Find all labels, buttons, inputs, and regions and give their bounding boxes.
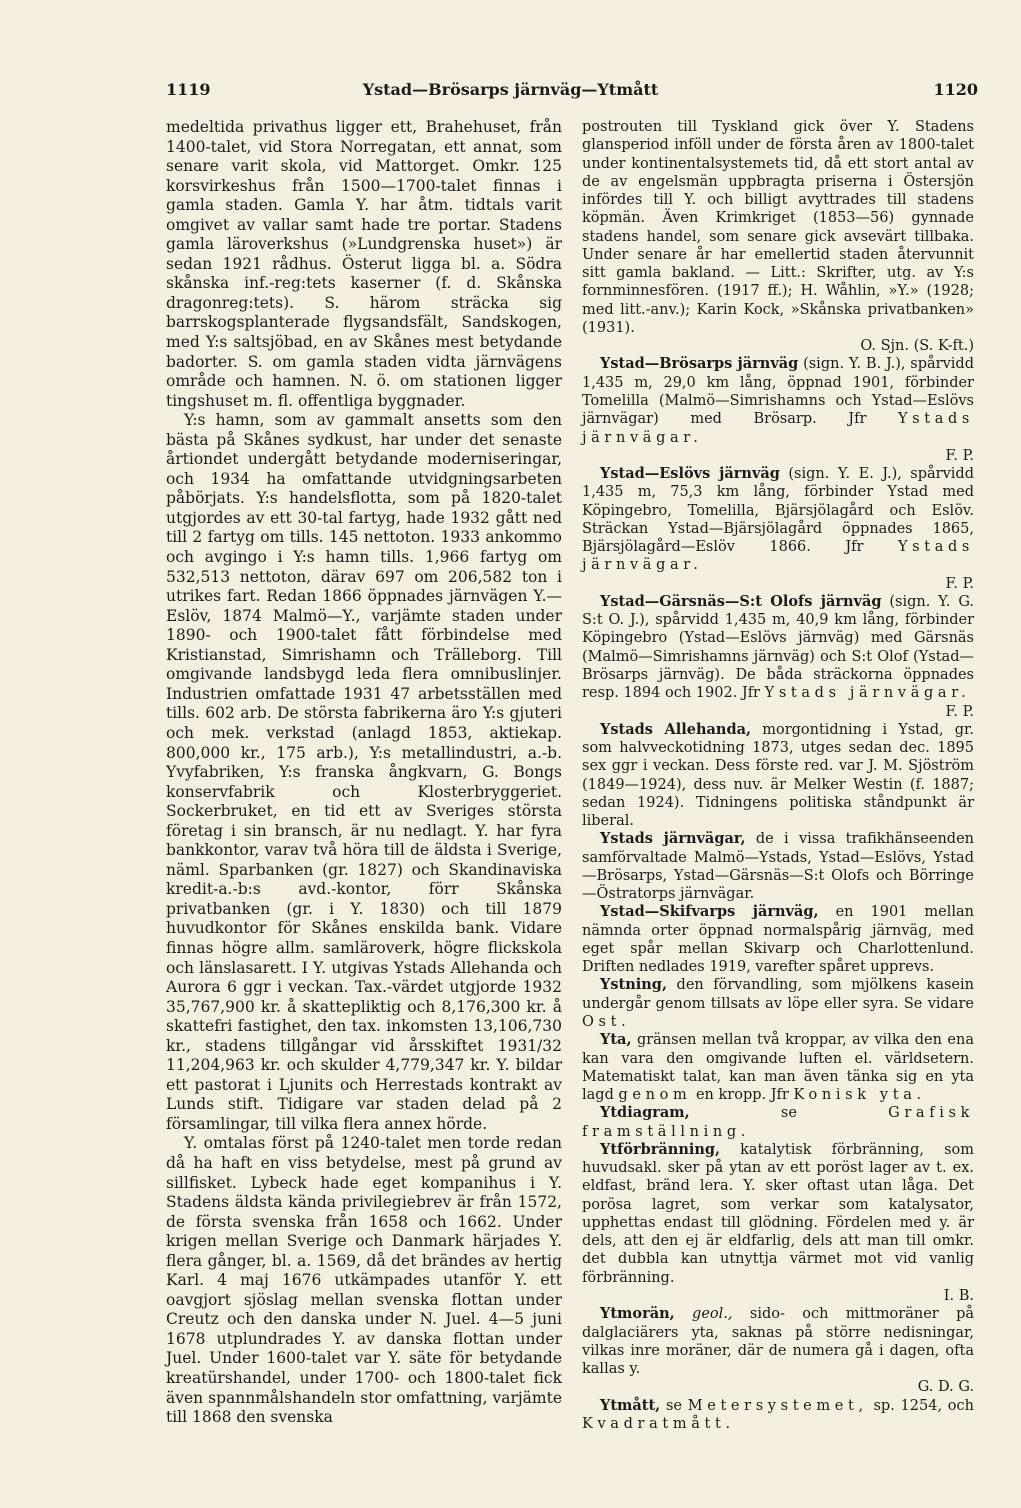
entry-ytdiagram [582, 1104, 974, 1141]
entry-headword: Yta, [600, 1031, 632, 1049]
left-column [166, 118, 562, 1428]
paragraph: Y:s hamn, som av gammalt ansetts som den bästa på Skånes sydkust, har under det senaste årtiondet undergått betydande moderniseringar, och 1934 ha omfattande utvidgningsarbeten påbörjats. Y:s handelsflotta, som på 1820-talet utgjordes av ett 30-tal fartyg, hade 1932 gått ned till 2 fartyg om tills. 145 nettoton. 1933 ankommo och avgingo i Y:s hamn tills. 1,966 fartyg om 532,513 nettoton, därav 697 om 206,582 ton i utrikes fart. Redan 1866 öppnades järnvägen Y.—Eslöv, 1874 Malmö—Y., varjämte staden under 1890- och 1900-talet fått förbindelse med Kristianstad, Simrishamn och Trälleborg. Till omgivande landsbygd leda flera omnibuslinjer. Industrien omfattade 1931 47 arbetsställen med tills. 602 arb. De största fabrikerna äro Y:s gjuteri och mek. verkstad (anlagd 1853, aktiekap. 800,000 kr., 175 arb.), Y:s metallindustri, a.-b. Yvyfabriken, Y:s franska ångkvarn, G. Bongs konservfabrik och Klosterbryggeriet. Sockerbruket, en tid ett av Sveriges största företag i sin bransch, är nu nedlagt. Y. har fyra bankkontor, varav två höra till de äldsta i Sverige, näml. Sparbanken (gr. 1827) och Skandinaviska kredit-a.-b:s avd.-kontor, förr Skånska privatbanken (gr. i Y. 1830) och till 1879 huvudkontor för Skånes enskilda bank. Vidare finnas högre allm. samläroverk, högre flickskola och länslasarett. I Y. utgivas Ystads Allehanda och Aurora 6 ggr i veckan. Tax.-värdet utgjorde 1932 35,767,900 kr. å skattepliktig och 8,176,300 kr. å skattefri fastighet, den tax. inkomsten 13,106,730 kr., stadens tillgångar vid årsskiftet 1931/32 11,204,963 kr. och skulder 4,779,347 kr. Y. bildar ett pastorat i Ljunits och Herrestads kontrakt av Lunds stift. Tidigare var staden delad på 2 församlingar, till vilka flera annex hörde. [166, 411, 562, 1133]
signature-text: F. P. [945, 703, 974, 720]
entry-text: de i vissa trafikhänseenden samförvaltade Malmö—Ystads, Ystad—Eslövs, Ystad—Brösarps, Ystad—Gärsnäs—S:t Olofs och Börringe—Östratorps järnvägar. [582, 831, 974, 903]
cross-reference[interactable]: Ystads järnvägar. [582, 411, 974, 446]
entry-text: den förvandling, som mjölkens kasein undergår genom tillsats av löpe eller syra. Se vidare [582, 977, 974, 1012]
cross-reference[interactable]: Konisk yta. [793, 1087, 926, 1104]
entry-ystad-skifvarps [582, 903, 974, 976]
entry-headword: Ystads järnvägar, [600, 830, 746, 848]
cross-reference[interactable]: Ystads järnvägar. [764, 685, 971, 702]
page-number-left: 1119 [166, 80, 211, 99]
entry-text: katalytisk förbränning, som huvudsakl. sker på ytan av ett poröst lager av t. ex. eldfast, bränd lera. Y. sker oftast utan låga. Det porösa lagret, som verkar som katalysator, upphettas endast till glödning. Fördelen med y. är dels, att den ej är eldfarlig, dels att man till omkr. det dubbla kan utnyttja värmet mot vid vanlig förbränning. [582, 1141, 974, 1286]
cross-reference[interactable]: Kvadratmått. [582, 1415, 735, 1432]
entry-ytforbranning [582, 1141, 974, 1305]
subject-label: geol., [674, 1306, 733, 1323]
entry-headword: Ytdiagram, [600, 1104, 690, 1122]
signature [582, 337, 974, 355]
signature-text: O. Sjn. (S. K-ft.) [860, 338, 974, 355]
paragraph: medeltida privathus ligger ett, Brahehuset, från 1400-talet, vid Stora Norregatan, ett annat, som senare varit skola, vid Mattorget. Omkr. 125 korsvirkeshus från 1500—1700-talet finnas i gamla staden. Gamla Y. har åtm. tidtals varit omgivet av vallar samt hade tre portar. Stadens gamla läroverkshus (»Lundgrenska huset») är sedan 1921 rådhus. Österut ligga bl. a. Södra skånska inf.-reg:tets kaserner (f. d. Skånska dragonreg:tets). S. härom sträcka sig barrskogsplanterade flygsandsfält, Sandskogen, med Y:s saltsjöbad, en av Skånes mest betydande badorter. S. om gamla staden vidta järnvägens område och hamnen. N. ö. om stationen ligger tingshuset m. fl. offentliga byggnader. [166, 118, 562, 410]
entry-headword: Ytmått, [600, 1396, 661, 1414]
entry-headword: Ytförbränning, [600, 1140, 721, 1158]
entry-headword: Ystad—Gärsnäs—S:t Olofs järnväg [600, 592, 882, 610]
entry-text: sido- och mittmoräner på dalglaciärers yta, saknas på större nedisningar, vilkas inre moräner, där de numera gå i dagen, ofta kallas y. [582, 1306, 974, 1378]
spaced-term: genom [618, 1087, 692, 1104]
entry-ystad-garsnas [582, 593, 974, 721]
entry-ystads-allehanda [582, 721, 974, 831]
running-header: Ystad—Brösarps järnväg—Ytmått [362, 80, 659, 99]
entry-text: (sign. Y. B. J.), spårvidd 1,435 m, 29,0 km lång, öppnad 1901, förbinder Tomelilla (Malmö—Simrishamns och Ystad—Eslövs järnvägar) med Brösarp. Jfr [582, 356, 974, 428]
signature-text: F. P. [945, 447, 974, 464]
signature-text: G. D. G. [917, 1379, 974, 1396]
entry-ytmoran [582, 1305, 974, 1396]
entry-headword: Ytmorän, [600, 1305, 675, 1323]
cross-reference[interactable]: Grafisk framställning. [582, 1105, 974, 1140]
entry-text: en kropp. Jfr [691, 1087, 794, 1104]
cross-reference[interactable]: Metersystemet, [687, 1397, 868, 1414]
entry-ystning [582, 976, 974, 1031]
entry-text: gränsen mellan två kroppar, av vilka den ena kan vara den omgivande luften el. världsetern. Matematiskt talat, kan man även tänka sig en yta lagd [582, 1032, 974, 1104]
entry-headword: Ystad—Skifvarps järnväg, [600, 903, 819, 921]
entry-ystad-brosarps [582, 355, 974, 465]
signature-text: I. B. [943, 1288, 974, 1304]
entry-text: en 1901 mellan nämnda orter öppnad normalspårig järnväg, med eget spår mellan Skivarp och Charlottenlund. Driften nedlades 1919, varefter spåret upprevs. [582, 904, 974, 976]
entry-yta [582, 1031, 974, 1104]
cross-reference[interactable]: Ost. [582, 1014, 631, 1031]
entry-headword: Ystad—Eslövs järnväg [600, 465, 780, 483]
entry-ystads-jarnvagar [582, 830, 974, 903]
paragraph: Y. omtalas först på 1240-talet men torde redan då ha haft en viss betydelse, mest på grund av sillfisket. Lybeck hade eget kompanihus i Y. Stadens äldsta kända privilegiebrev är från 1572, de första svenska från 1658 och 1662. Under krigen mellan Sverige och Danmark härjades Y. flera gånger, bl. a. 1569, då det brändes av hertig Karl. 4 maj 1676 utkämpades utanför Y. ett oavgjort sjöslag mellan svenska flottan under Creutz och den danska under N. Juel. 4—5 juni 1678 utplundrades Y. av danska flottan under Juel. Under 1600-talet var Y. säte för betydande kreatürshandel, under 1700- och 1800-talet fick även spannmålshandeln stor omfattning, varjämte till 1868 den svenska [166, 1134, 562, 1427]
entry-headword: Ystning, [600, 976, 667, 994]
right-column [582, 118, 974, 1433]
entry-ytmatt [582, 1397, 974, 1434]
entry-headword: Ystad—Brösarps järnväg [600, 355, 799, 373]
entry-text: morgontidning i Ystad, gr. som halvveckotidning 1873, utges sedan dec. 1895 sex ggr i veckan. Dess förste red. var J. M. Sjöström (1849—1924), dess nuv. är Melker Westin (f. 1887; sedan 1924). Tidningens politiska ståndpunkt är liberal. [582, 721, 974, 830]
entry-text: (sign. Y. E. J.), spårvidd 1,435 m, 75,3 km lång, förbinder Ystad med Köpingebro, Tomelilla, Bjärsjölagård och Eslöv. Sträckan Ystad—Bjärsjölagård öppnades 1865, Bjärsjölagård—Eslöv 1866. Jfr [582, 466, 974, 556]
entry-text: se [660, 1397, 688, 1414]
paragraph: postrouten till Tyskland gick över Y. Stadens glansperiod inföll under de första åren av 1800-talet under kontinentalsystemets tid, då ett stort antal av de av engelsmän uppbragta priserna i Östersjön infördes till Y. och billigt avyttrades till stadens köpmän. Även Krimkriget (1853—56) gynnade stadens handel, som senare gick avsevärt tillbaka. Under senare år har emellertid staden återvunnit sitt gamla bakland. — Litt.: Skrifter, utg. av Y:s fornminnesfören. (1917 ff.); H. Wåhlin, »Y.» (1928; med litt.-anv.); Karin Kock, »Skånska privatbanken» (1931). [582, 119, 974, 336]
entry-text: se [689, 1105, 889, 1122]
entry-ystad-eslovs [582, 465, 974, 593]
signature-text: F. P. [945, 575, 974, 592]
cross-reference[interactable]: Ystads järnvägar. [582, 539, 974, 574]
entry-headword: Ystads Allehanda, [600, 720, 752, 738]
entry-text: (sign. Y. G. S:t O. J.), spårvidd 1,435 m, 40,9 km lång, förbinder Köpingebro (Ystad—Eslövs järnväg) med Gärsnäs (Malmö—Simrishamns järnväg) och S:t Olof (Ystad—Brösarps järnväg). De båda sträckorna öppnades resp. 1894 och 1902. Jfr [582, 593, 974, 702]
entry-text: sp. 1254, och [867, 1397, 974, 1414]
page-number-right: 1120 [933, 80, 978, 99]
